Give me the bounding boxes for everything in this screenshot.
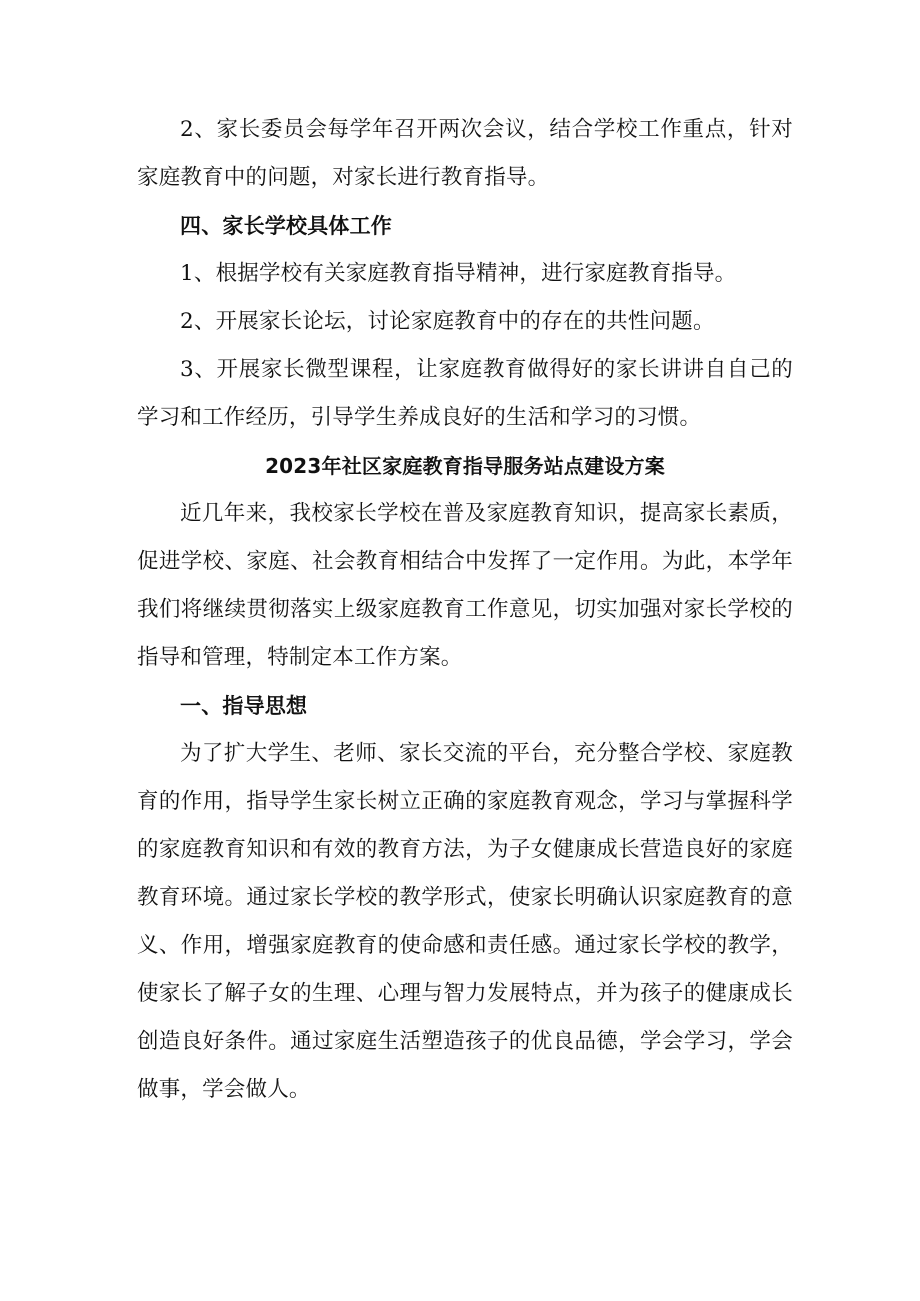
- document-title: 2023年社区家庭教育指导服务站点建设方案: [265, 454, 665, 478]
- section-heading-guiding-ideology: 一、指导思想: [180, 694, 308, 718]
- section-heading-parent-school-work: 四、家长学校具体工作: [180, 214, 392, 238]
- list-item-micro-course: 3、开展家长微型课程，让家庭教育做得好的家长讲讲自自己的学习和工作经历，引导学生养成良好的生活和学习的习惯。: [137, 357, 793, 430]
- document-body: [137, 106, 793, 1114]
- list-item-guidance: 1、根据学校有关家庭教育指导精神，进行家庭教育指导。: [180, 261, 737, 286]
- paragraph-guiding-ideology: 为了扩大学生、老师、家长交流的平台，充分整合学校、家庭教育的作用，指导学生家长树立正确的家庭教育观念，学习与掌握科学的家庭教育知识和有效的教育方法，为子女健康成长营造良好的家庭教育环境。通过家长学校的教学形式，使家长明确认识家庭教育的意义、作用，增强家庭教育的使命感和责任感。通过家长学校的教学，使家长了解子女的生理、心理与智力发展特点，并为孩子的健康成长创造良好条件。通过家庭生活塑造孩子的优良品德，学会学习，学会做事，学会做人。: [137, 741, 793, 1102]
- list-item-forum: 2、开展家长论坛，讨论家庭教育中的存在的共性问题。: [180, 309, 715, 334]
- paragraph-introduction: 近几年来，我校家长学校在普及家庭教育知识，提高家长素质，促进学校、家庭、社会教育相结合中发挥了一定作用。为此，本学年我们将继续贯彻落实上级家庭教育工作意见，切实加强对家长学校的指导和管理，特制定本工作方案。: [137, 501, 793, 670]
- paragraph-parents-committee: 2、家长委员会每学年召开两次会议，结合学校工作重点，针对家庭教育中的问题，对家长进行教育指导。: [137, 117, 793, 190]
